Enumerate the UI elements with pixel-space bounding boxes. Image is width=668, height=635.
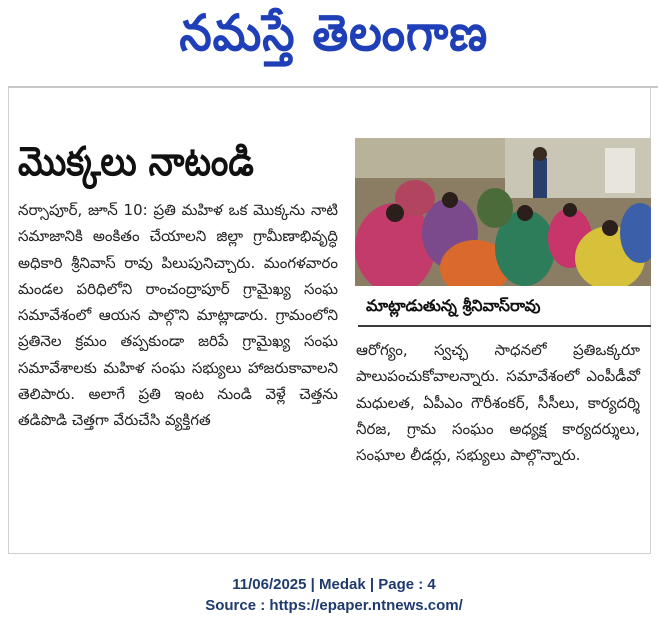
- article-body-left: నర్సాపూర్, జూన్ 10: ప్రతి మహిళ ఒక మొక్కను నాటి సమాజానికి అంకితం చేయాలని జిల్లా గ్రామీణాభివృద్ధి అధికారి శ్రీనివాస్ రావు పిలుపునిచ్చారు. మంగళవారం మండల పరిధిలోని రాంచంద్రాపూర్ గ్రామైఖ్య సంఘ సమావేశంలో ఆయన పాల్గొని మాట్లాడారు. గ్రామంలోని ప్రతినెల క్రమం తప్పకుండా జరిపే గ్రామైఖ్య సంఘ సమావేశాలకు మహిళ సంఘ సభ్యులు హాజరుకావాలని తెలిపారు. అలాగే ప్రతి ఇంట నుండి వెళ్లే చెత్తను తడిపొడి చెత్తగా వేరుచేసి వ్యక్తిగత: [18, 201, 338, 430]
- article-headline: మొక్కలు నాటండి: [18, 139, 254, 185]
- caption-rule: [358, 325, 651, 327]
- article-body-right: ఆరోగ్యం, స్వచ్ఛ సాధనలో ప్రతిఒక్కరూ పాలుపంచుకోవాలన్నారు. సమావేశంలో ఎంపీడీవో మధులత, ఏపీఎం గౌరీశంకర్, సీసీలు, కార్యదర్శి నీరజ, గ్రామ సంఘం అధ్యక్ష కార్యదర్శులు, సంఘాల లీడర్లు, సభ్యులు పాల్గొన్నారు.: [356, 341, 640, 465]
- meeting-photo-illustration: [355, 138, 651, 286]
- bottom-rule: [8, 553, 651, 554]
- source-link[interactable]: Source : https://epaper.ntnews.com/: [205, 597, 463, 614]
- left-border: [8, 88, 9, 553]
- photo-caption: మాట్లాడుతున్న శ్రీనివాస్‌రావు: [366, 296, 541, 315]
- edition-info: 11/06/2025 | Medak | Page : 4: [232, 576, 436, 593]
- newspaper-title: నమస్తే తెలంగాణ: [179, 3, 489, 62]
- article-photo: [355, 138, 651, 286]
- masthead: [0, 0, 668, 78]
- top-rule: [8, 86, 658, 88]
